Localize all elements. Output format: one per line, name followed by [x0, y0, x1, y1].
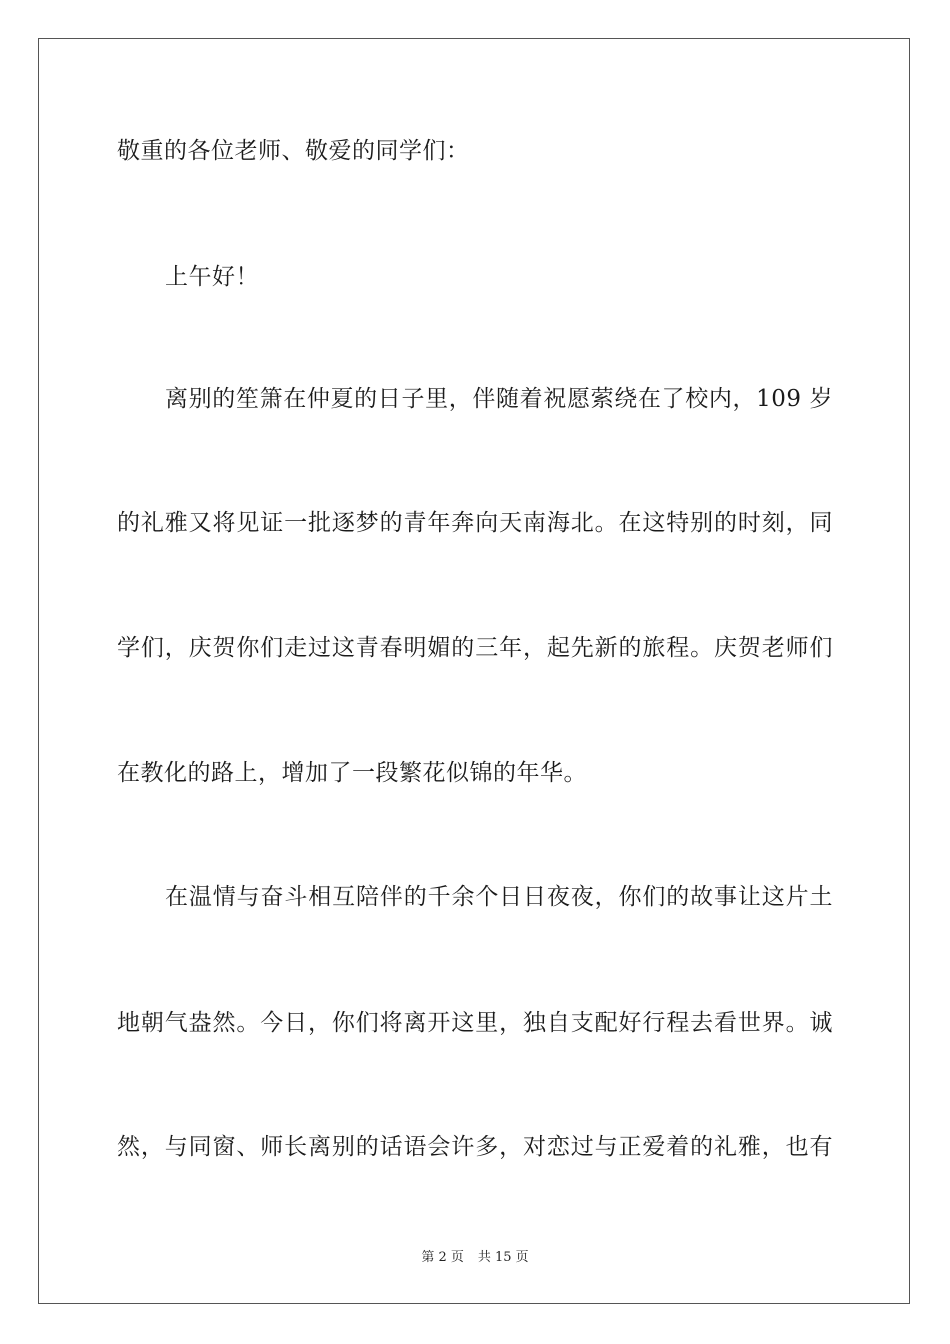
total-pages: 共 15 页 — [477, 1250, 529, 1265]
paragraph-line: 在温情与奋斗相互陪伴的千余个日日夜夜，你们的故事让这片土 — [165, 884, 833, 910]
paragraph-line: 然，与同窗、师长离别的话语会许多，对恋过与正爱着的礼雅，也有 — [117, 1134, 833, 1160]
greeting-line: 上午好！ — [165, 264, 259, 290]
page-number: 第 2 页 — [421, 1250, 464, 1265]
paragraph-line: 的礼雅又将见证一批逐梦的青年奔向天南海北。在这特别的时刻，同 — [117, 510, 833, 536]
page-footer — [0, 1249, 950, 1267]
paragraph-line: 学们，庆贺你们走过这青春明媚的三年，起先新的旅程。庆贺老师们 — [117, 635, 833, 661]
paragraph-line: 地朝气盎然。今日，你们将离开这里，独自支配好行程去看世界。诚 — [117, 1010, 833, 1036]
page-border — [38, 38, 910, 1304]
paragraph-line: 离别的笙箫在仲夏的日子里，伴随着祝愿萦绕在了校内，109 岁 — [165, 386, 833, 412]
paragraph-line: 在教化的路上，增加了一段繁花似锦的年华。 — [117, 760, 587, 786]
salutation-line: 敬重的各位老师、敬爱的同学们： — [117, 138, 470, 164]
